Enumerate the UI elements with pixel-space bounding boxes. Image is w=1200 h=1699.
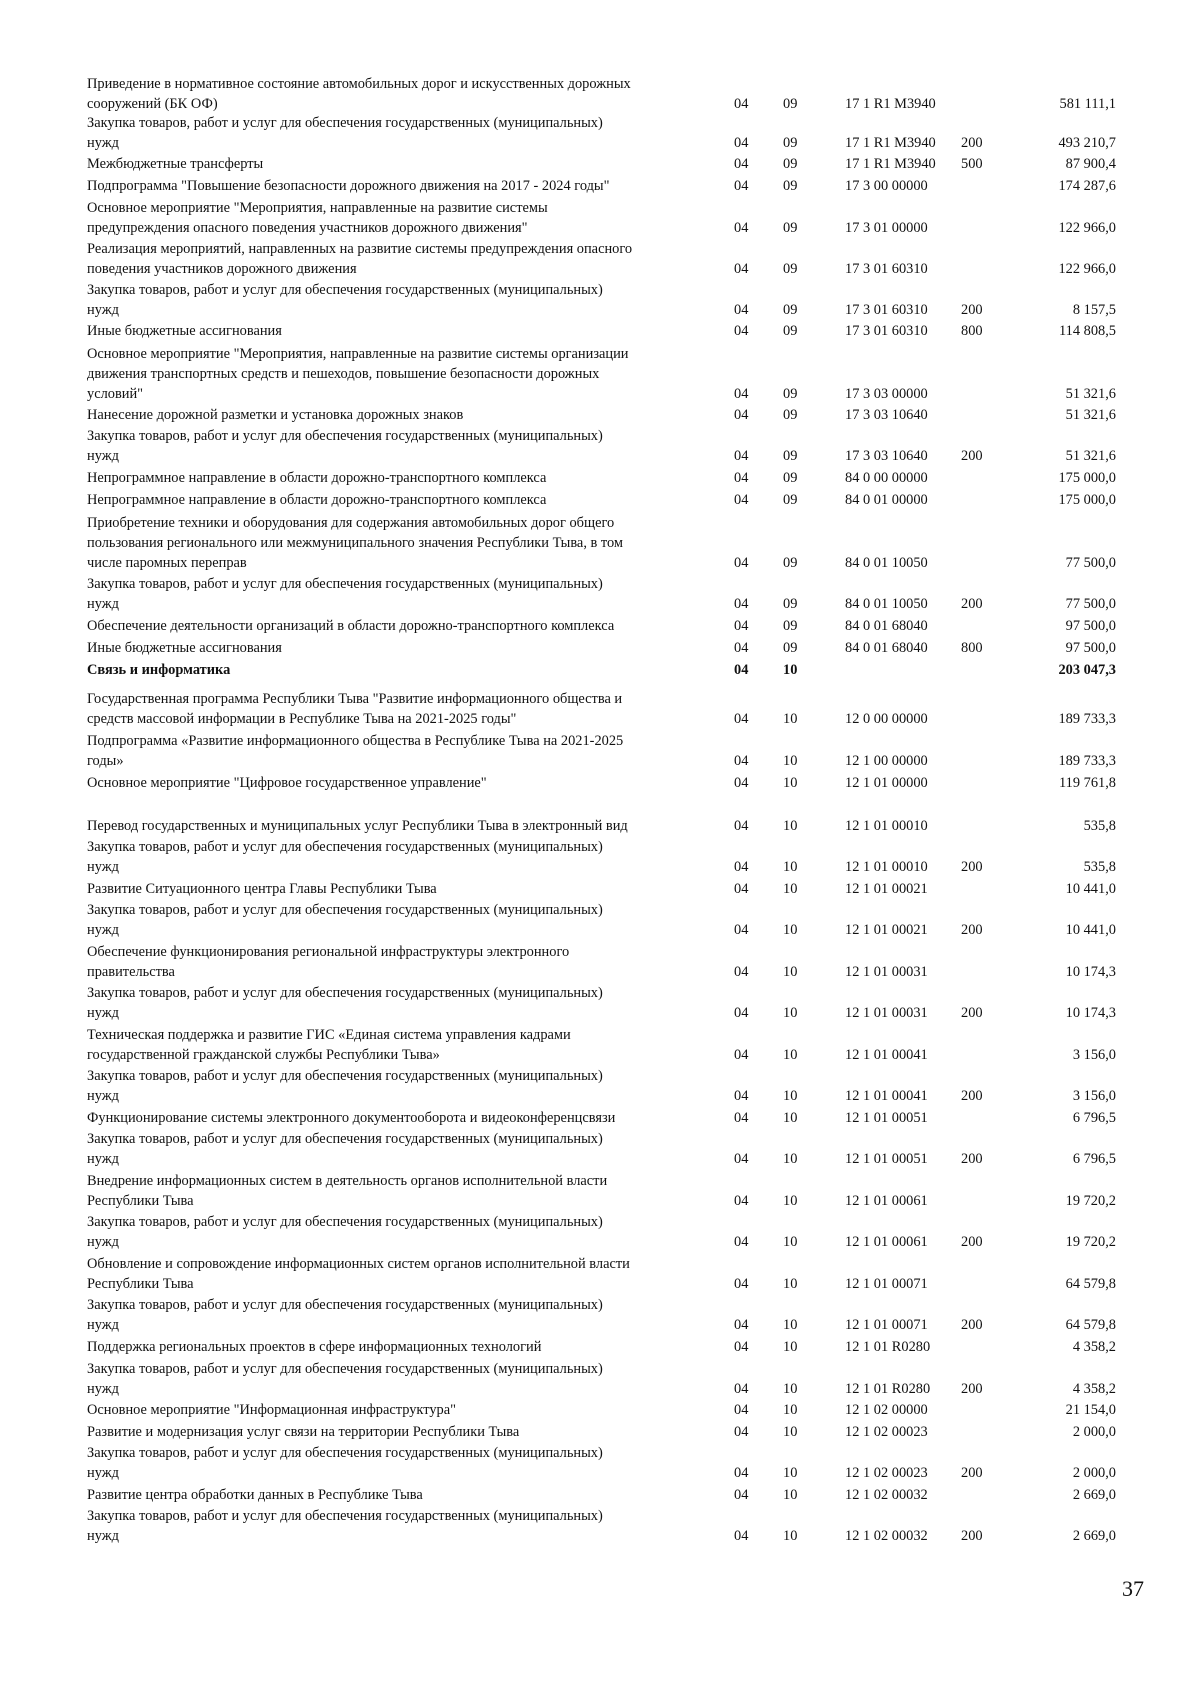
amount: 97 500,0 [1065, 640, 1116, 656]
target-article-code: 17 3 03 10640 [845, 407, 928, 423]
section-code: 04 [734, 859, 749, 875]
row-description: Закупка товаров, работ и услуг для обеспечения государственных (муниципальных) нужд [87, 1297, 603, 1333]
subsection-code: 09 [783, 178, 798, 194]
target-article-code: 17 3 03 10640 [845, 448, 928, 464]
table-row [0, 1254, 1200, 1294]
section-code: 04 [734, 1317, 749, 1333]
target-article-code: 17 3 01 00000 [845, 220, 928, 236]
expense-type-code: 200 [961, 1465, 983, 1481]
row-description: Приобретение техники и оборудования для содержания автомобильных дорог общего пользования регионального или межмуниципального значения Республики Тыва, в том числе паромных переправ [87, 515, 624, 571]
subsection-code: 09 [783, 448, 798, 464]
expense-type-code: 200 [961, 135, 983, 151]
table-row [0, 1212, 1200, 1252]
subsection-code: 09 [783, 220, 798, 236]
row-description: Закупка товаров, работ и услуг для обеспечения государственных (муниципальных) нужд [87, 1508, 603, 1544]
subsection-code: 10 [783, 1317, 798, 1333]
target-article-code: 12 1 02 00032 [845, 1487, 928, 1503]
section-code: 04 [734, 96, 749, 112]
subsection-code: 10 [783, 1234, 798, 1250]
target-article-code: 17 1 R1 M3940 [845, 156, 936, 172]
expense-type-code: 500 [961, 156, 983, 172]
row-description: Подпрограмма "Повышение безопасности дорожного движения на 2017 - 2024 годы" [87, 178, 610, 194]
target-article-code: 12 0 00 00000 [845, 711, 928, 727]
target-article-code: 12 1 02 00000 [845, 1402, 928, 1418]
subsection-code: 10 [783, 1424, 798, 1440]
table-row [0, 837, 1200, 877]
amount: 2 669,0 [1072, 1487, 1116, 1503]
amount: 6 796,5 [1072, 1110, 1116, 1126]
subsection-code: 09 [783, 386, 798, 402]
row-description: Основное мероприятие "Цифровое государственное управление" [87, 775, 487, 791]
table-row [0, 176, 1200, 196]
subsection-code: 10 [783, 1381, 798, 1397]
subsection-code: 09 [783, 407, 798, 423]
amount: 64 579,8 [1065, 1317, 1116, 1333]
table-row [0, 1171, 1200, 1211]
amount: 122 966,0 [1058, 220, 1116, 236]
target-article-code: 12 1 01 00061 [845, 1193, 928, 1209]
table-row [0, 1506, 1200, 1546]
amount: 10 174,3 [1065, 964, 1116, 980]
target-article-code: 84 0 01 10050 [845, 596, 928, 612]
subsection-code: 10 [783, 922, 798, 938]
row-description: Закупка товаров, работ и услуг для обеспечения государственных (муниципальных) нужд [87, 282, 603, 318]
table-row [0, 731, 1200, 771]
table-row [0, 689, 1200, 729]
section-code: 04 [734, 1528, 749, 1544]
table-row [0, 942, 1200, 982]
table-row [0, 879, 1200, 899]
subsection-code: 10 [783, 711, 798, 727]
subsection-code: 10 [783, 964, 798, 980]
row-description: Непрограммное направление в области дорожно-транспортного комплекса [87, 470, 547, 486]
amount: 2 000,0 [1072, 1424, 1116, 1440]
target-article-code: 17 3 00 00000 [845, 178, 928, 194]
table-row [0, 816, 1200, 836]
row-description: Развитие Ситуационного центра Главы Республики Тыва [87, 881, 437, 897]
table-row [0, 154, 1200, 174]
amount: 10 174,3 [1065, 1005, 1116, 1021]
amount: 97 500,0 [1065, 618, 1116, 634]
table-row [0, 74, 1200, 114]
row-description: Перевод государственных и муниципальных услуг Республики Тыва в электронный вид [87, 818, 628, 834]
amount: 21 154,0 [1065, 1402, 1116, 1418]
row-description: Подпрограмма «Развитие информационного общества в Республике Тыва на 2021-2025 годы» [87, 733, 624, 769]
section-code: 04 [734, 618, 749, 634]
row-description: Закупка товаров, работ и услуг для обеспечения государственных (муниципальных) нужд [87, 1445, 603, 1481]
row-description: Закупка товаров, работ и услуг для обеспечения государственных (муниципальных) нужд [87, 576, 603, 612]
amount: 189 733,3 [1058, 711, 1116, 727]
target-article-code: 84 0 01 68040 [845, 640, 928, 656]
subsection-code: 09 [783, 135, 798, 151]
table-row [0, 1443, 1200, 1483]
expense-type-code: 200 [961, 302, 983, 318]
section-code: 04 [734, 386, 749, 402]
section-code: 04 [734, 135, 749, 151]
expense-type-code: 200 [961, 922, 983, 938]
subsection-code: 10 [783, 1151, 798, 1167]
amount: 175 000,0 [1058, 492, 1116, 508]
target-article-code: 17 3 01 60310 [845, 302, 928, 318]
section-code: 04 [734, 1465, 749, 1481]
section-code: 04 [734, 662, 749, 678]
table-row [0, 113, 1200, 153]
row-description: Закупка товаров, работ и услуг для обеспечения государственных (муниципальных) нужд [87, 1214, 603, 1250]
section-code: 04 [734, 1234, 749, 1250]
table-row [0, 1485, 1200, 1505]
target-article-code: 84 0 01 68040 [845, 618, 928, 634]
amount: 10 441,0 [1065, 922, 1116, 938]
table-row [0, 638, 1200, 658]
section-code: 04 [734, 1193, 749, 1209]
amount: 64 579,8 [1065, 1276, 1116, 1292]
amount: 3 156,0 [1072, 1047, 1116, 1063]
table-row [0, 574, 1200, 614]
row-description: Обеспечение деятельности организаций в области дорожно-транспортного комплекса [87, 618, 615, 634]
amount: 19 720,2 [1065, 1234, 1116, 1250]
section-code: 04 [734, 711, 749, 727]
row-description: Закупка товаров, работ и услуг для обеспечения государственных (муниципальных) нужд [87, 428, 603, 464]
section-code: 04 [734, 1487, 749, 1503]
subsection-code: 09 [783, 302, 798, 318]
target-article-code: 12 1 01 00021 [845, 922, 928, 938]
table-row [0, 198, 1200, 238]
amount: 51 321,6 [1065, 386, 1116, 402]
amount: 493 210,7 [1058, 135, 1116, 151]
target-article-code: 12 1 01 R0280 [845, 1339, 931, 1355]
section-code: 04 [734, 1424, 749, 1440]
subsection-code: 10 [783, 775, 798, 791]
subsection-code: 10 [783, 753, 798, 769]
expense-type-code: 800 [961, 323, 983, 339]
section-code: 04 [734, 881, 749, 897]
table-row [0, 1337, 1200, 1357]
amount: 3 156,0 [1072, 1088, 1116, 1104]
row-description: Иные бюджетные ассигнования [87, 640, 282, 656]
amount: 10 441,0 [1065, 881, 1116, 897]
subsection-code: 09 [783, 96, 798, 112]
subsection-code: 09 [783, 323, 798, 339]
table-row [0, 983, 1200, 1023]
page-number: 37 [1122, 1576, 1144, 1601]
target-article-code: 12 1 01 00031 [845, 1005, 928, 1021]
expense-type-code: 200 [961, 1005, 983, 1021]
subsection-code: 10 [783, 1402, 798, 1418]
expense-type-code: 800 [961, 640, 983, 656]
target-article-code: 12 1 01 00071 [845, 1317, 928, 1333]
table-row [0, 468, 1200, 488]
section-code: 04 [734, 470, 749, 486]
target-article-code: 12 1 02 00032 [845, 1528, 928, 1544]
section-code: 04 [734, 1005, 749, 1021]
expense-type-code: 200 [961, 448, 983, 464]
section-code: 04 [734, 1088, 749, 1104]
section-code: 04 [734, 964, 749, 980]
section-code: 04 [734, 323, 749, 339]
target-article-code: 17 1 R1 M3940 [845, 135, 936, 151]
section-code: 04 [734, 1402, 749, 1418]
section-code: 04 [734, 492, 749, 508]
table-row [0, 239, 1200, 279]
target-article-code: 17 1 R1 M3940 [845, 96, 936, 112]
amount: 6 796,5 [1072, 1151, 1116, 1167]
row-description: Обеспечение функционирования региональной инфраструктуры электронного правительства [87, 944, 570, 980]
target-article-code: 12 1 01 00010 [845, 859, 928, 875]
expense-type-code: 200 [961, 596, 983, 612]
table-row [0, 1359, 1200, 1399]
amount: 87 900,4 [1065, 156, 1116, 172]
target-article-code: 12 1 02 00023 [845, 1465, 928, 1481]
target-article-code: 12 1 01 00071 [845, 1276, 928, 1292]
table-row [0, 490, 1200, 510]
amount: 174 287,6 [1058, 178, 1116, 194]
table-row [0, 616, 1200, 636]
section-code: 04 [734, 448, 749, 464]
section-code: 04 [734, 555, 749, 571]
expense-type-code: 200 [961, 859, 983, 875]
row-description: Закупка товаров, работ и услуг для обеспечения государственных (муниципальных) нужд [87, 902, 603, 938]
row-description: Закупка товаров, работ и услуг для обеспечения государственных (муниципальных) нужд [87, 839, 603, 875]
amount: 581 111,1 [1059, 96, 1116, 112]
subsection-code: 10 [783, 1047, 798, 1063]
row-description: Техническая поддержка и развитие ГИС «Единая система управления кадрами государственной гражданской службы Республики Тыва» [87, 1027, 571, 1063]
table-row [0, 1400, 1200, 1420]
target-article-code: 84 0 00 00000 [845, 470, 928, 486]
target-article-code: 17 3 01 60310 [845, 261, 928, 277]
target-article-code: 17 3 01 60310 [845, 323, 928, 339]
section-code: 04 [734, 753, 749, 769]
row-description: Закупка товаров, работ и услуг для обеспечения государственных (муниципальных) нужд [87, 985, 603, 1021]
target-article-code: 12 1 01 00041 [845, 1088, 928, 1104]
target-article-code: 12 1 01 00010 [845, 818, 928, 834]
table-row [0, 426, 1200, 466]
amount: 119 761,8 [1058, 775, 1116, 791]
amount: 19 720,2 [1065, 1193, 1116, 1209]
subsection-code: 09 [783, 470, 798, 486]
table-row [0, 773, 1200, 793]
table-row [0, 280, 1200, 320]
table-row [0, 1066, 1200, 1106]
amount: 8 157,5 [1072, 302, 1116, 318]
subsection-code: 10 [783, 1465, 798, 1481]
amount: 189 733,3 [1058, 753, 1116, 769]
row-description: Обновление и сопровождение информационных систем органов исполнительной власти Республики Тыва [87, 1256, 630, 1292]
expense-type-code: 200 [961, 1528, 983, 1544]
subsection-code: 10 [783, 1005, 798, 1021]
row-description: Связь и информатика [87, 662, 231, 678]
expense-type-code: 200 [961, 1381, 983, 1397]
amount: 122 966,0 [1058, 261, 1116, 277]
subsection-code: 09 [783, 640, 798, 656]
section-code: 04 [734, 302, 749, 318]
table-row [0, 405, 1200, 425]
table-row [0, 1422, 1200, 1442]
row-description: Закупка товаров, работ и услуг для обеспечения государственных (муниципальных) нужд [87, 1131, 603, 1167]
target-article-code: 12 1 01 00000 [845, 775, 928, 791]
section-code: 04 [734, 775, 749, 791]
subsection-code: 10 [783, 818, 798, 834]
row-description: Государственная программа Республики Тыва "Развитие информационного общества и средств массовой информации в Республике Тыва на 2021-2025 годы" [87, 691, 623, 727]
table-row [0, 513, 1200, 573]
row-description: Основное мероприятие "Мероприятия, направленные на развитие системы организации движения транспортных средств и пешеходов, повышение безопасности дорожных условий" [87, 346, 629, 402]
row-description: Непрограммное направление в области дорожно-транспортного комплекса [87, 492, 547, 508]
subsection-code: 10 [783, 1339, 798, 1355]
table-row [0, 1108, 1200, 1128]
row-description: Нанесение дорожной разметки и установка дорожных знаков [87, 407, 464, 423]
subsection-code: 10 [783, 1276, 798, 1292]
row-description: Основное мероприятие "Мероприятия, направленные на развитие системы предупреждения опасного поведения участников дорожного движения" [87, 200, 548, 236]
table-row [0, 1129, 1200, 1169]
subsection-code: 10 [783, 881, 798, 897]
table-row [0, 321, 1200, 341]
table-row [0, 1295, 1200, 1335]
section-code: 04 [734, 596, 749, 612]
amount: 175 000,0 [1058, 470, 1116, 486]
row-description: Закупка товаров, работ и услуг для обеспечения государственных (муниципальных) нужд [87, 1068, 603, 1104]
expense-type-code: 200 [961, 1088, 983, 1104]
subsection-code: 10 [783, 1528, 798, 1544]
expense-type-code: 200 [961, 1317, 983, 1333]
section-code: 04 [734, 1047, 749, 1063]
row-description: Внедрение информационных систем в деятельность органов исполнительной власти Республики Тыва [87, 1173, 608, 1209]
amount: 4 358,2 [1072, 1381, 1116, 1397]
section-code: 04 [734, 922, 749, 938]
target-article-code: 17 3 03 00000 [845, 386, 928, 402]
section-code: 04 [734, 1151, 749, 1167]
amount: 2 000,0 [1072, 1465, 1116, 1481]
subsection-code: 10 [783, 662, 798, 678]
subsection-code: 10 [783, 1193, 798, 1209]
section-code: 04 [734, 156, 749, 172]
target-article-code: 12 1 00 00000 [845, 753, 928, 769]
row-description: Закупка товаров, работ и услуг для обеспечения государственных (муниципальных) нужд [87, 1361, 603, 1397]
row-description: Развитие центра обработки данных в Республике Тыва [87, 1487, 423, 1503]
row-description: Реализация мероприятий, направленных на развитие системы предупреждения опасного поведения участников дорожного движения [87, 241, 633, 277]
amount: 51 321,6 [1065, 448, 1116, 464]
row-description: Функционирование системы электронного документооборота и видеоконференцсвязи [87, 1110, 616, 1126]
section-code: 04 [734, 407, 749, 423]
row-description: Приведение в нормативное состояние автомобильных дорог и искусственных дорожных сооружений (БК ОФ) [87, 76, 631, 112]
subsection-code: 09 [783, 492, 798, 508]
target-article-code: 12 1 02 00023 [845, 1424, 928, 1440]
table-row [0, 900, 1200, 940]
subsection-code: 10 [783, 1487, 798, 1503]
row-description: Иные бюджетные ассигнования [87, 323, 282, 339]
row-description: Закупка товаров, работ и услуг для обеспечения государственных (муниципальных) нужд [87, 115, 603, 151]
section-code: 04 [734, 1381, 749, 1397]
table-row [0, 1025, 1200, 1065]
amount: 2 669,0 [1072, 1528, 1116, 1544]
target-article-code: 12 1 01 00031 [845, 964, 928, 980]
target-article-code: 84 0 01 00000 [845, 492, 928, 508]
target-article-code: 12 1 01 00051 [845, 1151, 928, 1167]
target-article-code: 12 1 01 00021 [845, 881, 928, 897]
row-description: Межбюджетные трансферты [87, 156, 264, 172]
subsection-code: 09 [783, 261, 798, 277]
section-code: 04 [734, 178, 749, 194]
amount: 535,8 [1083, 859, 1116, 875]
section-code: 04 [734, 1276, 749, 1292]
subsection-code: 09 [783, 555, 798, 571]
section-code: 04 [734, 640, 749, 656]
amount: 535,8 [1083, 818, 1116, 834]
section-code: 04 [734, 1110, 749, 1126]
section-header-row [0, 660, 1200, 680]
target-article-code: 12 1 01 00061 [845, 1234, 928, 1250]
expense-type-code: 200 [961, 1234, 983, 1250]
subsection-code: 10 [783, 1110, 798, 1126]
amount: 77 500,0 [1065, 555, 1116, 571]
amount: 203 047,3 [1058, 662, 1116, 678]
target-article-code: 12 1 01 R0280 [845, 1381, 931, 1397]
amount: 114 808,5 [1058, 323, 1116, 339]
amount: 77 500,0 [1065, 596, 1116, 612]
section-code: 04 [734, 818, 749, 834]
row-description: Развитие и модернизация услуг связи на территории Республики Тыва [87, 1424, 520, 1440]
table-row [0, 344, 1200, 404]
target-article-code: 12 1 01 00041 [845, 1047, 928, 1063]
row-description: Поддержка региональных проектов в сфере информационных технологий [87, 1339, 542, 1355]
subsection-code: 10 [783, 1088, 798, 1104]
row-description: Основное мероприятие "Информационная инфраструктура" [87, 1402, 456, 1418]
subsection-code: 10 [783, 859, 798, 875]
section-code: 04 [734, 220, 749, 236]
amount: 4 358,2 [1072, 1339, 1116, 1355]
target-article-code: 84 0 01 10050 [845, 555, 928, 571]
section-code: 04 [734, 261, 749, 277]
subsection-code: 09 [783, 156, 798, 172]
subsection-code: 09 [783, 618, 798, 634]
expense-type-code: 200 [961, 1151, 983, 1167]
subsection-code: 09 [783, 596, 798, 612]
section-code: 04 [734, 1339, 749, 1355]
amount: 51 321,6 [1065, 407, 1116, 423]
target-article-code: 12 1 01 00051 [845, 1110, 928, 1126]
